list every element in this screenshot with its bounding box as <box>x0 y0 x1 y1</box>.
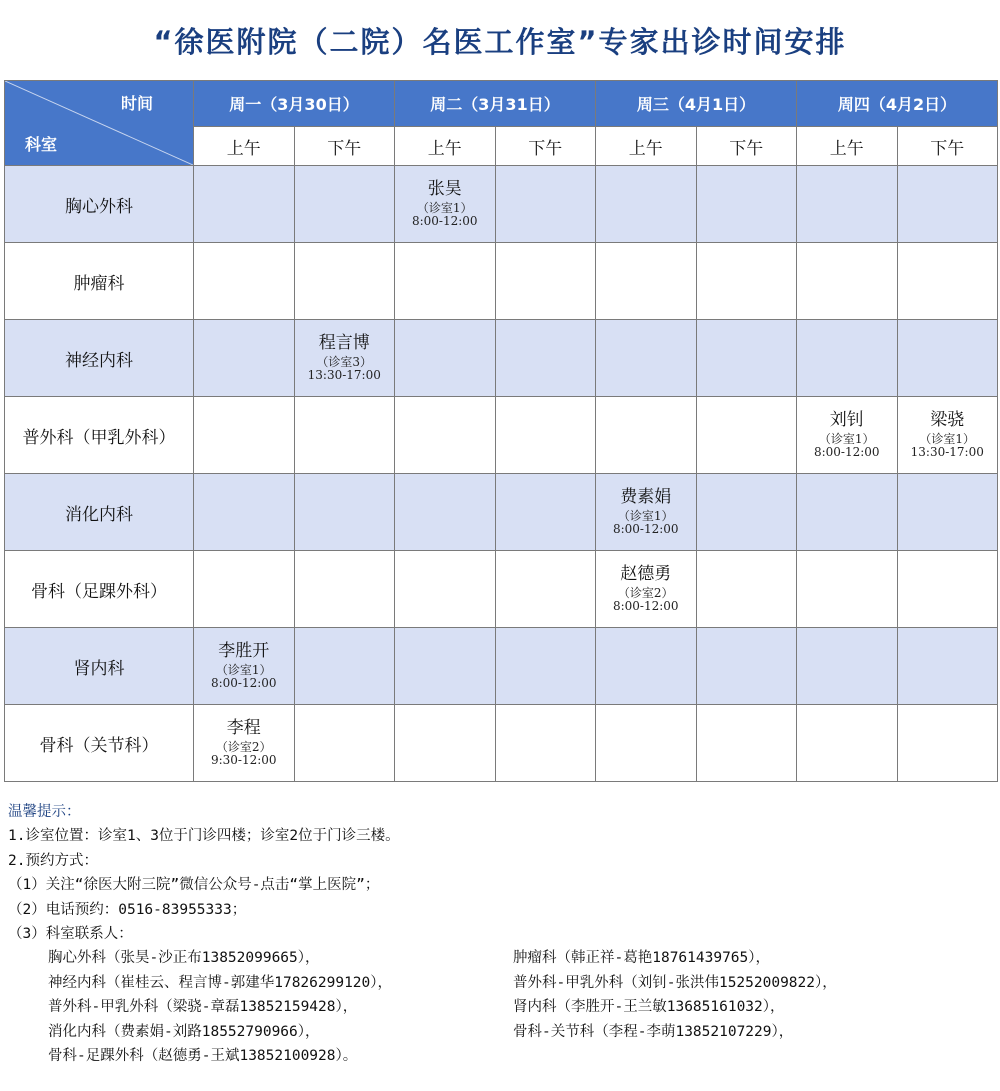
slot-cell <box>596 705 697 782</box>
slot-cell <box>596 397 697 474</box>
slot-cell <box>596 628 697 705</box>
slot-cell <box>495 628 596 705</box>
schedule-row <box>5 705 998 782</box>
corner-header-cell <box>5 81 194 166</box>
doctor-slot <box>797 411 897 459</box>
time-range: 8:00-12:00 <box>612 521 679 536</box>
dept-cell: 普外科（甲乳外科） <box>5 397 194 474</box>
schedule-row <box>5 628 998 705</box>
dept-cell: 骨科（足踝外科） <box>5 551 194 628</box>
doctor-slot <box>596 565 696 613</box>
slot-cell <box>395 320 496 397</box>
doctor-slot <box>395 180 495 228</box>
slot-cell <box>696 320 797 397</box>
slot-cell <box>395 628 496 705</box>
slot-cell <box>395 551 496 628</box>
time-range: 13:30-17:00 <box>910 444 984 459</box>
slot-cell <box>897 474 998 551</box>
time-range: 8:00-12:00 <box>210 675 277 690</box>
slot-cell <box>495 397 596 474</box>
slot-cell <box>596 243 697 320</box>
time-range: 9:30-12:00 <box>210 752 277 767</box>
slot-cell <box>797 551 898 628</box>
slot-cell <box>897 551 998 628</box>
time-range: 8:00-12:00 <box>612 598 679 613</box>
slot-cell <box>596 474 697 551</box>
day-header-wed: 周三（4月1日） <box>596 81 797 127</box>
slot-cell <box>897 705 998 782</box>
slot-cell <box>495 474 596 551</box>
half-am: 上午 <box>797 127 898 166</box>
slot-cell <box>897 320 998 397</box>
contacts-list <box>8 946 993 1068</box>
time-range: 13:30-17:00 <box>307 367 381 382</box>
slot-cell <box>194 243 295 320</box>
dept-cell: 骨科（关节科） <box>5 705 194 782</box>
slot-cell <box>495 551 596 628</box>
slot-cell <box>797 320 898 397</box>
slot-cell <box>294 628 395 705</box>
doctor-slot <box>898 411 998 459</box>
contact-item: 普外科-甲乳外科（梁骁-章磊13852159428）， <box>48 999 358 1016</box>
half-pm: 下午 <box>696 127 797 166</box>
doctor-name: 刘钊 <box>829 409 864 430</box>
doctor-name: 李胜开 <box>218 640 270 661</box>
slot-cell <box>797 397 898 474</box>
slot-cell <box>395 243 496 320</box>
half-am: 上午 <box>395 127 496 166</box>
slot-cell <box>696 551 797 628</box>
contact-item: 骨科-关节科（李程-李萌13852107229）， <box>513 1023 794 1040</box>
notes-booking-title: 2.预约方式： <box>8 852 98 869</box>
time-range: 8:00-12:00 <box>411 213 478 228</box>
doctor-name: 张昊 <box>427 178 462 199</box>
contact-item: 胸心外科（张昊-沙正布13852099665）， <box>48 950 320 967</box>
slot-cell <box>696 166 797 243</box>
schedule-row <box>5 166 998 243</box>
slot-cell <box>194 397 295 474</box>
slot-cell <box>696 628 797 705</box>
slot-cell <box>596 551 697 628</box>
schedule-body <box>5 166 998 782</box>
slot-cell <box>194 320 295 397</box>
slot-cell <box>897 397 998 474</box>
schedule-row <box>5 397 998 474</box>
slot-cell <box>596 320 697 397</box>
contact-item: 消化内科（费素娟-刘路18552790966）， <box>48 1023 320 1040</box>
notes-contacts-title: （3）科室联系人： <box>8 925 133 942</box>
doctor-slot <box>194 642 294 690</box>
slot-cell <box>194 551 295 628</box>
doctor-slot <box>194 719 294 767</box>
room-label: （诊室2） <box>215 739 272 754</box>
dept-cell: 消化内科 <box>5 474 194 551</box>
room-label: （诊室1） <box>818 431 875 446</box>
slot-cell <box>294 166 395 243</box>
slot-cell <box>495 243 596 320</box>
day-header-mon: 周一（3月30日） <box>194 81 395 127</box>
slot-cell <box>194 705 295 782</box>
dept-label: 科室 <box>25 135 58 154</box>
slot-cell <box>294 551 395 628</box>
slot-cell <box>294 397 395 474</box>
schedule-row <box>5 320 998 397</box>
half-am: 上午 <box>596 127 697 166</box>
dept-cell: 肾内科 <box>5 628 194 705</box>
contact-item: 骨科-足踝外科（赵德勇-王斌13852100928）。 <box>48 1047 358 1064</box>
half-pm: 下午 <box>897 127 998 166</box>
slot-cell <box>194 166 295 243</box>
day-header-tue: 周二（3月31日） <box>395 81 596 127</box>
slot-cell <box>194 628 295 705</box>
schedule-table <box>4 80 998 782</box>
slot-cell <box>696 474 797 551</box>
slot-cell <box>897 243 998 320</box>
dept-cell: 神经内科 <box>5 320 194 397</box>
doctor-name: 赵德勇 <box>620 563 672 584</box>
slot-cell <box>395 705 496 782</box>
doctor-name: 梁骁 <box>930 409 965 430</box>
slot-cell <box>294 474 395 551</box>
room-label: （诊室1） <box>215 662 272 677</box>
slot-cell <box>294 320 395 397</box>
slot-cell <box>696 243 797 320</box>
doctor-slot <box>295 334 395 382</box>
notes-room-location: 1.诊室位置：诊室1、3位于门诊四楼；诊室2位于门诊三楼。 <box>8 828 400 845</box>
doctor-name: 李程 <box>226 717 261 738</box>
time-label: 时间 <box>120 94 153 113</box>
slot-cell <box>797 243 898 320</box>
slot-cell <box>395 397 496 474</box>
schedule-row <box>5 474 998 551</box>
slot-cell <box>696 705 797 782</box>
slot-cell <box>897 628 998 705</box>
room-label: （诊室2） <box>617 585 674 600</box>
notes-booking-phone: （2）电话预约：0516-83955333； <box>8 901 247 918</box>
schedule-row <box>5 551 998 628</box>
contact-item: 肿瘤科（韩正祥-葛艳18761439765）， <box>513 950 771 967</box>
schedule-row <box>5 243 998 320</box>
slot-cell <box>294 243 395 320</box>
contact-item: 神经内科（崔桂云、程言博-郭建华17826299120）， <box>48 974 393 991</box>
room-label: （诊室1） <box>617 508 674 523</box>
slot-cell <box>294 705 395 782</box>
half-am: 上午 <box>194 127 295 166</box>
notes-booking-wechat: （1）关注“徐医大附三院”微信公众号-点击“掌上医院”； <box>8 877 380 894</box>
slot-cell <box>897 166 998 243</box>
dept-cell: 胸心外科 <box>5 166 194 243</box>
half-pm: 下午 <box>294 127 395 166</box>
slot-cell <box>696 397 797 474</box>
room-label: （诊室1） <box>919 431 976 446</box>
slot-cell <box>797 166 898 243</box>
time-range: 8:00-12:00 <box>813 444 880 459</box>
contact-item: 肾内科（李胜开-王兰敏13685161032）， <box>513 999 785 1016</box>
dept-cell: 肿瘤科 <box>5 243 194 320</box>
slot-cell <box>495 320 596 397</box>
slot-cell <box>495 705 596 782</box>
slot-cell <box>596 166 697 243</box>
slot-cell <box>194 474 295 551</box>
slot-cell <box>797 705 898 782</box>
notes-section <box>8 800 993 1068</box>
contact-item: 普外科-甲乳外科（刘钊-张洪伟15252009822）， <box>513 974 837 991</box>
half-pm: 下午 <box>495 127 596 166</box>
doctor-name: 程言博 <box>318 332 370 353</box>
page-title: “徐医附院（二院）名医工作室”专家出诊时间安排 <box>153 25 847 59</box>
doctor-name: 费素娟 <box>620 486 672 507</box>
slot-cell <box>395 474 496 551</box>
slot-cell <box>395 166 496 243</box>
slot-cell <box>495 166 596 243</box>
notes-heading: 温馨提示： <box>8 804 81 820</box>
doctor-slot <box>596 488 696 536</box>
day-header-thu: 周四（4月2日） <box>797 81 998 127</box>
room-label: （诊室1） <box>416 200 473 215</box>
room-label: （诊室3） <box>316 354 373 369</box>
slot-cell <box>797 474 898 551</box>
slot-cell <box>797 628 898 705</box>
